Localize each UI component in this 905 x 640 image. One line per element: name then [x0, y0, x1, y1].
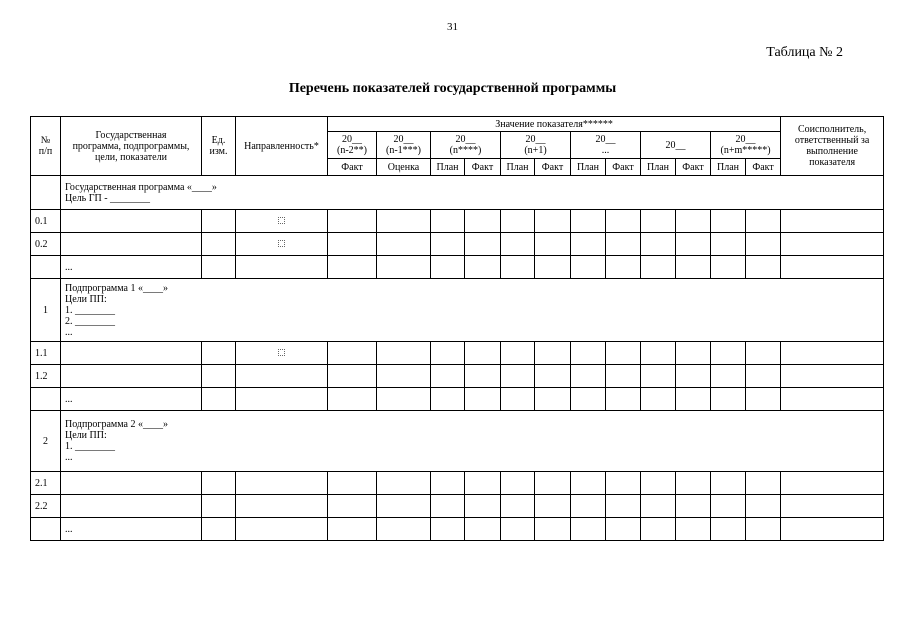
value-cell: [641, 388, 676, 411]
header-unit: Ед. изм.: [202, 117, 236, 176]
value-cell: [711, 495, 746, 518]
value-cell: [328, 388, 377, 411]
coexecutor-cell: [781, 233, 884, 256]
direction-cell: [236, 365, 328, 388]
value-cell: [746, 233, 781, 256]
value-cell: [431, 210, 465, 233]
row-number: 2.2: [31, 495, 61, 518]
value-cell: [535, 365, 571, 388]
value-cell: [328, 472, 377, 495]
section-description: [61, 279, 884, 342]
value-cell: [465, 256, 501, 279]
value-cell: [377, 233, 431, 256]
value-cell: [328, 256, 377, 279]
indicator-name-cell: [61, 495, 202, 518]
unit-cell: [202, 365, 236, 388]
unit-cell: [202, 495, 236, 518]
direction-cell: [236, 256, 328, 279]
checkbox-icon: [278, 217, 285, 224]
row-number: 1: [31, 279, 61, 342]
header-year-2: 20__ (n-1***): [377, 132, 431, 159]
value-cell: [571, 233, 606, 256]
unit-cell: [202, 256, 236, 279]
value-cell: [465, 472, 501, 495]
value-cell: [465, 342, 501, 365]
section-line: Государственная программа «____»: [65, 181, 217, 193]
value-cell: [431, 518, 465, 541]
value-cell: [431, 233, 465, 256]
value-cell: [606, 518, 641, 541]
indicator-name-cell: [61, 342, 202, 365]
indicator-name-cell: [61, 365, 202, 388]
subcol-plan: План: [571, 159, 606, 176]
value-cell: [501, 472, 535, 495]
table-row: [31, 495, 884, 518]
section-line: Подпрограмма 2 «____»: [65, 419, 168, 430]
value-cell: [465, 210, 501, 233]
indicator-name-cell: ...: [61, 256, 202, 279]
value-cell: [431, 388, 465, 411]
value-cell: [711, 472, 746, 495]
subcol-fact: Факт: [328, 159, 377, 176]
value-cell: [711, 518, 746, 541]
header-value-group: Значение показателя******: [328, 117, 781, 132]
value-cell: [606, 256, 641, 279]
value-cell: [501, 518, 535, 541]
row-number: 0.2: [31, 233, 61, 256]
section-line: 1. ________: [65, 304, 115, 316]
subcol-fact: Факт: [676, 159, 711, 176]
value-cell: [328, 210, 377, 233]
value-cell: [535, 518, 571, 541]
value-cell: [501, 210, 535, 233]
coexecutor-cell: [781, 388, 884, 411]
direction-cell: [236, 342, 328, 365]
checkbox-icon: [278, 349, 285, 356]
row-number: 2: [31, 411, 61, 472]
table-row: [31, 256, 884, 279]
value-cell: [535, 495, 571, 518]
indicators-table: [30, 116, 884, 541]
value-cell: [676, 472, 711, 495]
value-cell: [328, 365, 377, 388]
row-number: 2.1: [31, 472, 61, 495]
direction-cell: [236, 518, 328, 541]
coexecutor-cell: [781, 472, 884, 495]
direction-cell: [236, 233, 328, 256]
coexecutor-cell: [781, 495, 884, 518]
value-cell: [535, 210, 571, 233]
section-row: [31, 411, 884, 472]
value-cell: [431, 472, 465, 495]
table-row: [31, 233, 884, 256]
header-year-3: 20__ (n****): [431, 132, 501, 159]
value-cell: [606, 365, 641, 388]
value-cell: [571, 388, 606, 411]
value-cell: [641, 256, 676, 279]
value-cell: [676, 495, 711, 518]
unit-cell: [202, 210, 236, 233]
header-year-4: 20__ (n+1): [501, 132, 571, 159]
value-cell: [328, 342, 377, 365]
direction-cell: [236, 210, 328, 233]
indicator-name-cell: ...: [61, 388, 202, 411]
value-cell: [535, 388, 571, 411]
value-cell: [377, 210, 431, 233]
direction-cell: [236, 388, 328, 411]
coexecutor-cell: [781, 365, 884, 388]
value-cell: [676, 256, 711, 279]
value-cell: [711, 210, 746, 233]
value-cell: [465, 495, 501, 518]
value-cell: [571, 518, 606, 541]
row-number: [31, 256, 61, 279]
unit-cell: [202, 233, 236, 256]
value-cell: [501, 365, 535, 388]
table-row: [31, 518, 884, 541]
table-row: [31, 472, 884, 495]
section-row: [31, 176, 884, 210]
value-cell: [746, 210, 781, 233]
section-description: [61, 411, 884, 472]
indicator-name-cell: [61, 233, 202, 256]
header-name: Государственная программа, подпрограммы, цели, показатели: [61, 117, 202, 176]
coexecutor-cell: [781, 342, 884, 365]
row-number: [31, 518, 61, 541]
value-cell: [606, 342, 641, 365]
value-cell: [676, 388, 711, 411]
value-cell: [465, 233, 501, 256]
value-cell: [571, 210, 606, 233]
table-row: [31, 388, 884, 411]
value-cell: [501, 388, 535, 411]
subcol-plan: План: [711, 159, 746, 176]
row-number: 1.1: [31, 342, 61, 365]
value-cell: [571, 342, 606, 365]
value-cell: [377, 495, 431, 518]
header-year-5: 20__ ...: [571, 132, 641, 159]
value-cell: [328, 233, 377, 256]
value-cell: [711, 233, 746, 256]
value-cell: [676, 342, 711, 365]
value-cell: [465, 388, 501, 411]
subcol-fact: Факт: [606, 159, 641, 176]
value-cell: [641, 365, 676, 388]
checkbox-icon: [278, 240, 285, 247]
section-description: [61, 176, 884, 210]
coexecutor-cell: [781, 210, 884, 233]
section-line: Подпрограмма 1 «____»: [65, 282, 168, 294]
value-cell: [431, 365, 465, 388]
value-cell: [465, 518, 501, 541]
value-cell: [571, 256, 606, 279]
value-cell: [431, 256, 465, 279]
row-number: 0.1: [31, 210, 61, 233]
value-cell: [571, 495, 606, 518]
unit-cell: [202, 472, 236, 495]
value-cell: [328, 495, 377, 518]
value-cell: [535, 256, 571, 279]
value-cell: [606, 233, 641, 256]
value-cell: [676, 518, 711, 541]
value-cell: [535, 233, 571, 256]
value-cell: [465, 365, 501, 388]
header-year-1: 20__ (n-2**): [328, 132, 377, 159]
section-line: 2. ________: [65, 315, 115, 327]
value-cell: [711, 256, 746, 279]
value-cell: [501, 342, 535, 365]
indicator-name-cell: [61, 472, 202, 495]
unit-cell: [202, 518, 236, 541]
value-cell: [641, 233, 676, 256]
subcol-plan: План: [501, 159, 535, 176]
value-cell: [377, 388, 431, 411]
value-cell: [641, 472, 676, 495]
value-cell: [641, 210, 676, 233]
value-cell: [641, 495, 676, 518]
value-cell: [431, 342, 465, 365]
header-direction: Направленность*: [236, 117, 328, 176]
value-cell: [641, 518, 676, 541]
subcol-fact: Факт: [465, 159, 501, 176]
value-cell: [711, 365, 746, 388]
value-cell: [606, 388, 641, 411]
coexecutor-cell: [781, 256, 884, 279]
subcol-fact: Факт: [535, 159, 571, 176]
value-cell: [535, 342, 571, 365]
indicator-name-cell: [61, 210, 202, 233]
value-cell: [377, 256, 431, 279]
page-number: 31: [447, 21, 458, 33]
value-cell: [377, 518, 431, 541]
value-cell: [328, 518, 377, 541]
table-row: [31, 210, 884, 233]
value-cell: [571, 365, 606, 388]
document-title: Перечень показателей государственной программы: [288, 81, 617, 96]
value-cell: [501, 495, 535, 518]
table-label: Таблица № 2: [766, 45, 843, 60]
row-number: [31, 388, 61, 411]
row-number: [31, 176, 61, 210]
value-cell: [535, 472, 571, 495]
value-cell: [711, 342, 746, 365]
value-cell: [606, 472, 641, 495]
value-cell: [746, 518, 781, 541]
value-cell: [641, 342, 676, 365]
table-row: [31, 365, 884, 388]
section-line: ...: [65, 452, 73, 463]
header-coexecutor: Соисполнитель, ответственный за выполнение показателя: [781, 117, 884, 176]
value-cell: [676, 365, 711, 388]
value-cell: [377, 365, 431, 388]
value-cell: [377, 342, 431, 365]
subcol-plan: План: [431, 159, 465, 176]
value-cell: [746, 472, 781, 495]
section-line: Цель ГП - ________: [65, 192, 151, 204]
subcol-plan: План: [641, 159, 676, 176]
section-row: [31, 279, 884, 342]
section-line: 1. ________: [65, 441, 115, 452]
value-cell: [501, 256, 535, 279]
table-row: [31, 342, 884, 365]
value-cell: [571, 472, 606, 495]
value-cell: [606, 210, 641, 233]
direction-cell: [236, 472, 328, 495]
header-year-7: 20__ (n+m*****): [711, 132, 781, 159]
unit-cell: [202, 388, 236, 411]
subcol-fact: Факт: [746, 159, 781, 176]
direction-cell: [236, 495, 328, 518]
value-cell: [746, 342, 781, 365]
row-number: 1.2: [31, 365, 61, 388]
value-cell: [676, 233, 711, 256]
coexecutor-cell: [781, 518, 884, 541]
value-cell: [606, 495, 641, 518]
value-cell: [711, 388, 746, 411]
value-cell: [746, 256, 781, 279]
unit-cell: [202, 342, 236, 365]
value-cell: [746, 495, 781, 518]
value-cell: [746, 388, 781, 411]
section-line: Цели ПП:: [65, 430, 107, 441]
subcol-estimate: Оценка: [377, 159, 431, 176]
header-year-6: 20__: [641, 132, 711, 159]
header-num: № п/п: [31, 117, 61, 176]
section-line: Цели ПП:: [65, 293, 107, 305]
value-cell: [377, 472, 431, 495]
value-cell: [746, 365, 781, 388]
indicator-name-cell: ...: [61, 518, 202, 541]
value-cell: [501, 233, 535, 256]
value-cell: [431, 495, 465, 518]
section-line: ...: [65, 326, 73, 338]
value-cell: [676, 210, 711, 233]
header-row-1: [31, 117, 884, 132]
